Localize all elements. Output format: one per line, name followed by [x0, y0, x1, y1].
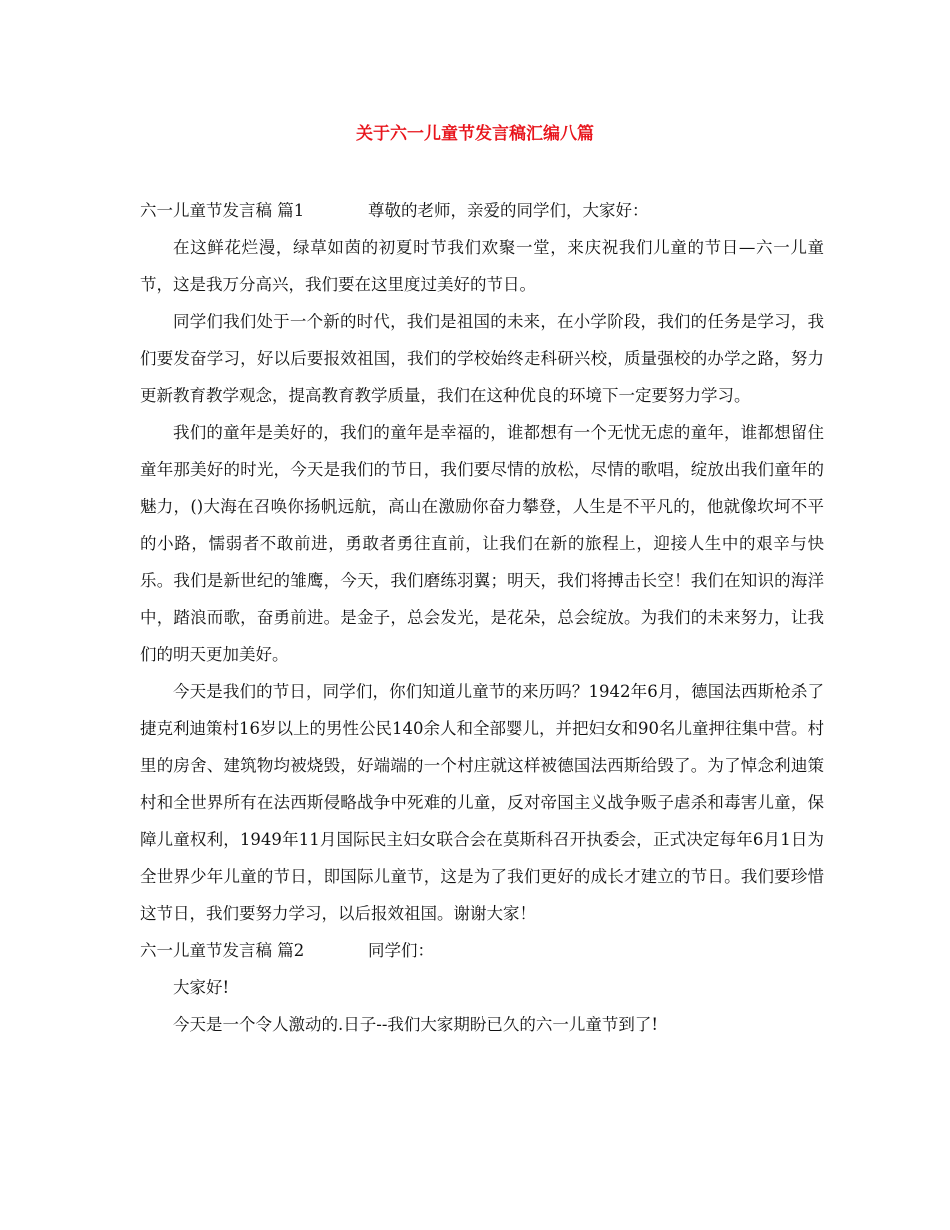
- paragraph: 在这鲜花烂漫，绿草如茵的初夏时节我们欢聚一堂，来庆祝我们儿童的节日—六一儿童节，这是我万分高兴，我们要在这里度过美好的节日。: [140, 238, 824, 294]
- paragraph: 今天是我们的节日，同学们，你们知道儿童节的来历吗？1942年6月，德国法西斯枪杀了捷克利迪策村16岁以上的男性公民140余人和全部婴儿，并把妇女和90名儿童押往集中营。村里的房舍、建筑物均被烧毁，好端端的一个村庄就这样被德国法西斯给毁了。为了悼念利迪策村和全世界所有在法西斯侵略战争中死难的儿童，反对帝国主义战争贩子虐杀和毒害儿童，保障儿童权利，1949年11月国际民主妇女联合会在莫斯科召开执委会，正式决定每年6月1日为全世界少年儿童的节日，即国际儿童节，这是为了我们更好的成长才建立的节日。我们要珍惜这节日，我们要努力学习，以后报效祖国。谢谢大家！: [140, 682, 824, 923]
- document-title: 关于六一儿童节发言稿汇编八篇: [356, 124, 594, 144]
- section-heading-line: [140, 192, 824, 229]
- document-body: [140, 192, 824, 1043]
- section-heading-line: [140, 932, 824, 969]
- section-greeting: 同学们：: [368, 941, 434, 960]
- paragraph: 同学们我们处于一个新的时代，我们是祖国的未来，在小学阶段，我们的任务是学习，我们要发奋学习，好以后要报效祖国，我们的学校始终走科研兴校，质量强校的办学之路，努力更新教育教学观念，提高教育教学质量，我们在这种优良的环境下一定要努力学习。: [140, 312, 824, 405]
- paragraph: 大家好!: [173, 978, 230, 997]
- paragraph: 我们的童年是美好的，我们的童年是幸福的，谁都想有一个无忧无虑的童年，谁都想留住童年那美好的时光，今天是我们的节日，我们要尽情的放松，尽情的歌唱，绽放出我们童年的魅力，()大海在召唤你扬帆远航，高山在激励你奋力攀登，人生是不平凡的，他就像坎坷不平的小路，懦弱者不敢前进，勇敢者勇往直前，让我们在新的旅程上，迎接人生中的艰辛与快乐。我们是新世纪的雏鹰，今天，我们磨练羽翼；明天，我们将搏击长空！我们在知识的海洋中，踏浪而歌，奋勇前进。是金子，总会发光，是花朵，总会绽放。为我们的未来努力，让我们的明天更加美好。: [140, 423, 824, 664]
- section-greeting: 尊敬的老师，亲爱的同学们，大家好：: [368, 201, 649, 220]
- section-heading: 六一儿童节发言稿 篇2: [140, 941, 305, 960]
- paragraph: 今天是一个令人激动的.日子--我们大家期盼已久的六一儿童节到了!: [173, 1015, 659, 1034]
- section-heading: 六一儿童节发言稿 篇1: [140, 201, 305, 220]
